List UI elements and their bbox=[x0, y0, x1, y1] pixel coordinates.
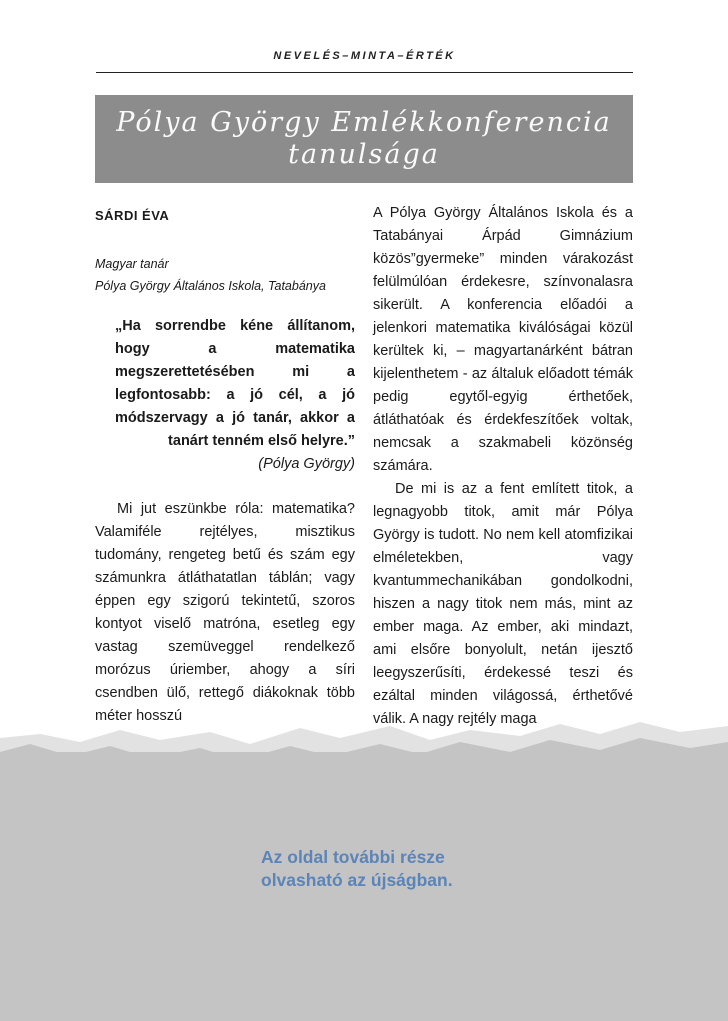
author-school: Pólya György Általános Iskola, Tatabánya bbox=[95, 279, 326, 293]
read-more-line-1: Az oldal további része bbox=[261, 847, 445, 867]
right-body-paragraph-1: A Pólya György Általános Iskola és a Tatabányai Árpád Gimnázium közös”gyermeke” minden várakozást felülmúlóan érdekesre, színvonalasra sikerült. A konferencia előadói a jelenkori matematika kiválóságai közül kerültek ki, – magyartanárként bátran kijelenthetem - az általuk előadott témák pedig egytől-egyig érthetőek, átláthatóak és érdekfeszítőek voltak, nemcsak a szakmabeli közönség számára. bbox=[373, 205, 633, 474]
read-more-notice bbox=[261, 846, 453, 892]
title-line-1: Pólya György Emlékkonferencia bbox=[116, 107, 612, 138]
epigraph-quote: „Ha sorrendbe kéne állítanom, hogy a matematika megszerettetésében mi a legfontosabb: a jó cél, a jó módszervagy a jó tanár, akkor a tanárt tenném első helyre.” bbox=[115, 318, 355, 449]
title-banner bbox=[95, 95, 633, 183]
read-more-line-2: olvasható az újságban. bbox=[261, 870, 453, 890]
author-role: Magyar tanár bbox=[95, 257, 169, 271]
right-body-paragraph-2: De mi is az a fent említett titok, a legnagyobb titok, amit már Pólya György is tudott. No nem kell atomfizikai elméletekben, vagy kvantummechanikában gondolkodni, hiszen a nagy titok nem más, mint az ember maga. Az ember, aki mindazt, ami elsőre bonyolult, netán ijesztő leegyszerűsíti, érdekessé teszi és ezáltal minden világossá, érthetővé válik. A nagy rejtély maga bbox=[373, 481, 633, 727]
title-line-2: tanulsága bbox=[288, 139, 440, 170]
left-body-paragraph: Mi jut eszünkbe róla: matematika? Valamiféle rejtélyes, misztikus tudomány, rengeteg betű és szám egy számunkra átláthatatlan táblán; vagy éppen egy szigorú tekintetű, szoros kontyot viselő matróna, esetleg egy vastag szemüveggel rendelkező morózus úriember, ahogy a síri csendben ülő, rettegő diákoknak több méter hosszú bbox=[95, 501, 355, 724]
header-rule bbox=[96, 72, 633, 73]
left-column bbox=[95, 202, 355, 728]
quote-attribution: (Pólya György) bbox=[258, 456, 355, 472]
running-head: NEVELÉS–MINTA–ÉRTÉK bbox=[273, 50, 456, 62]
author-name: SÁRDI ÉVA bbox=[95, 208, 170, 223]
right-column bbox=[373, 202, 633, 731]
